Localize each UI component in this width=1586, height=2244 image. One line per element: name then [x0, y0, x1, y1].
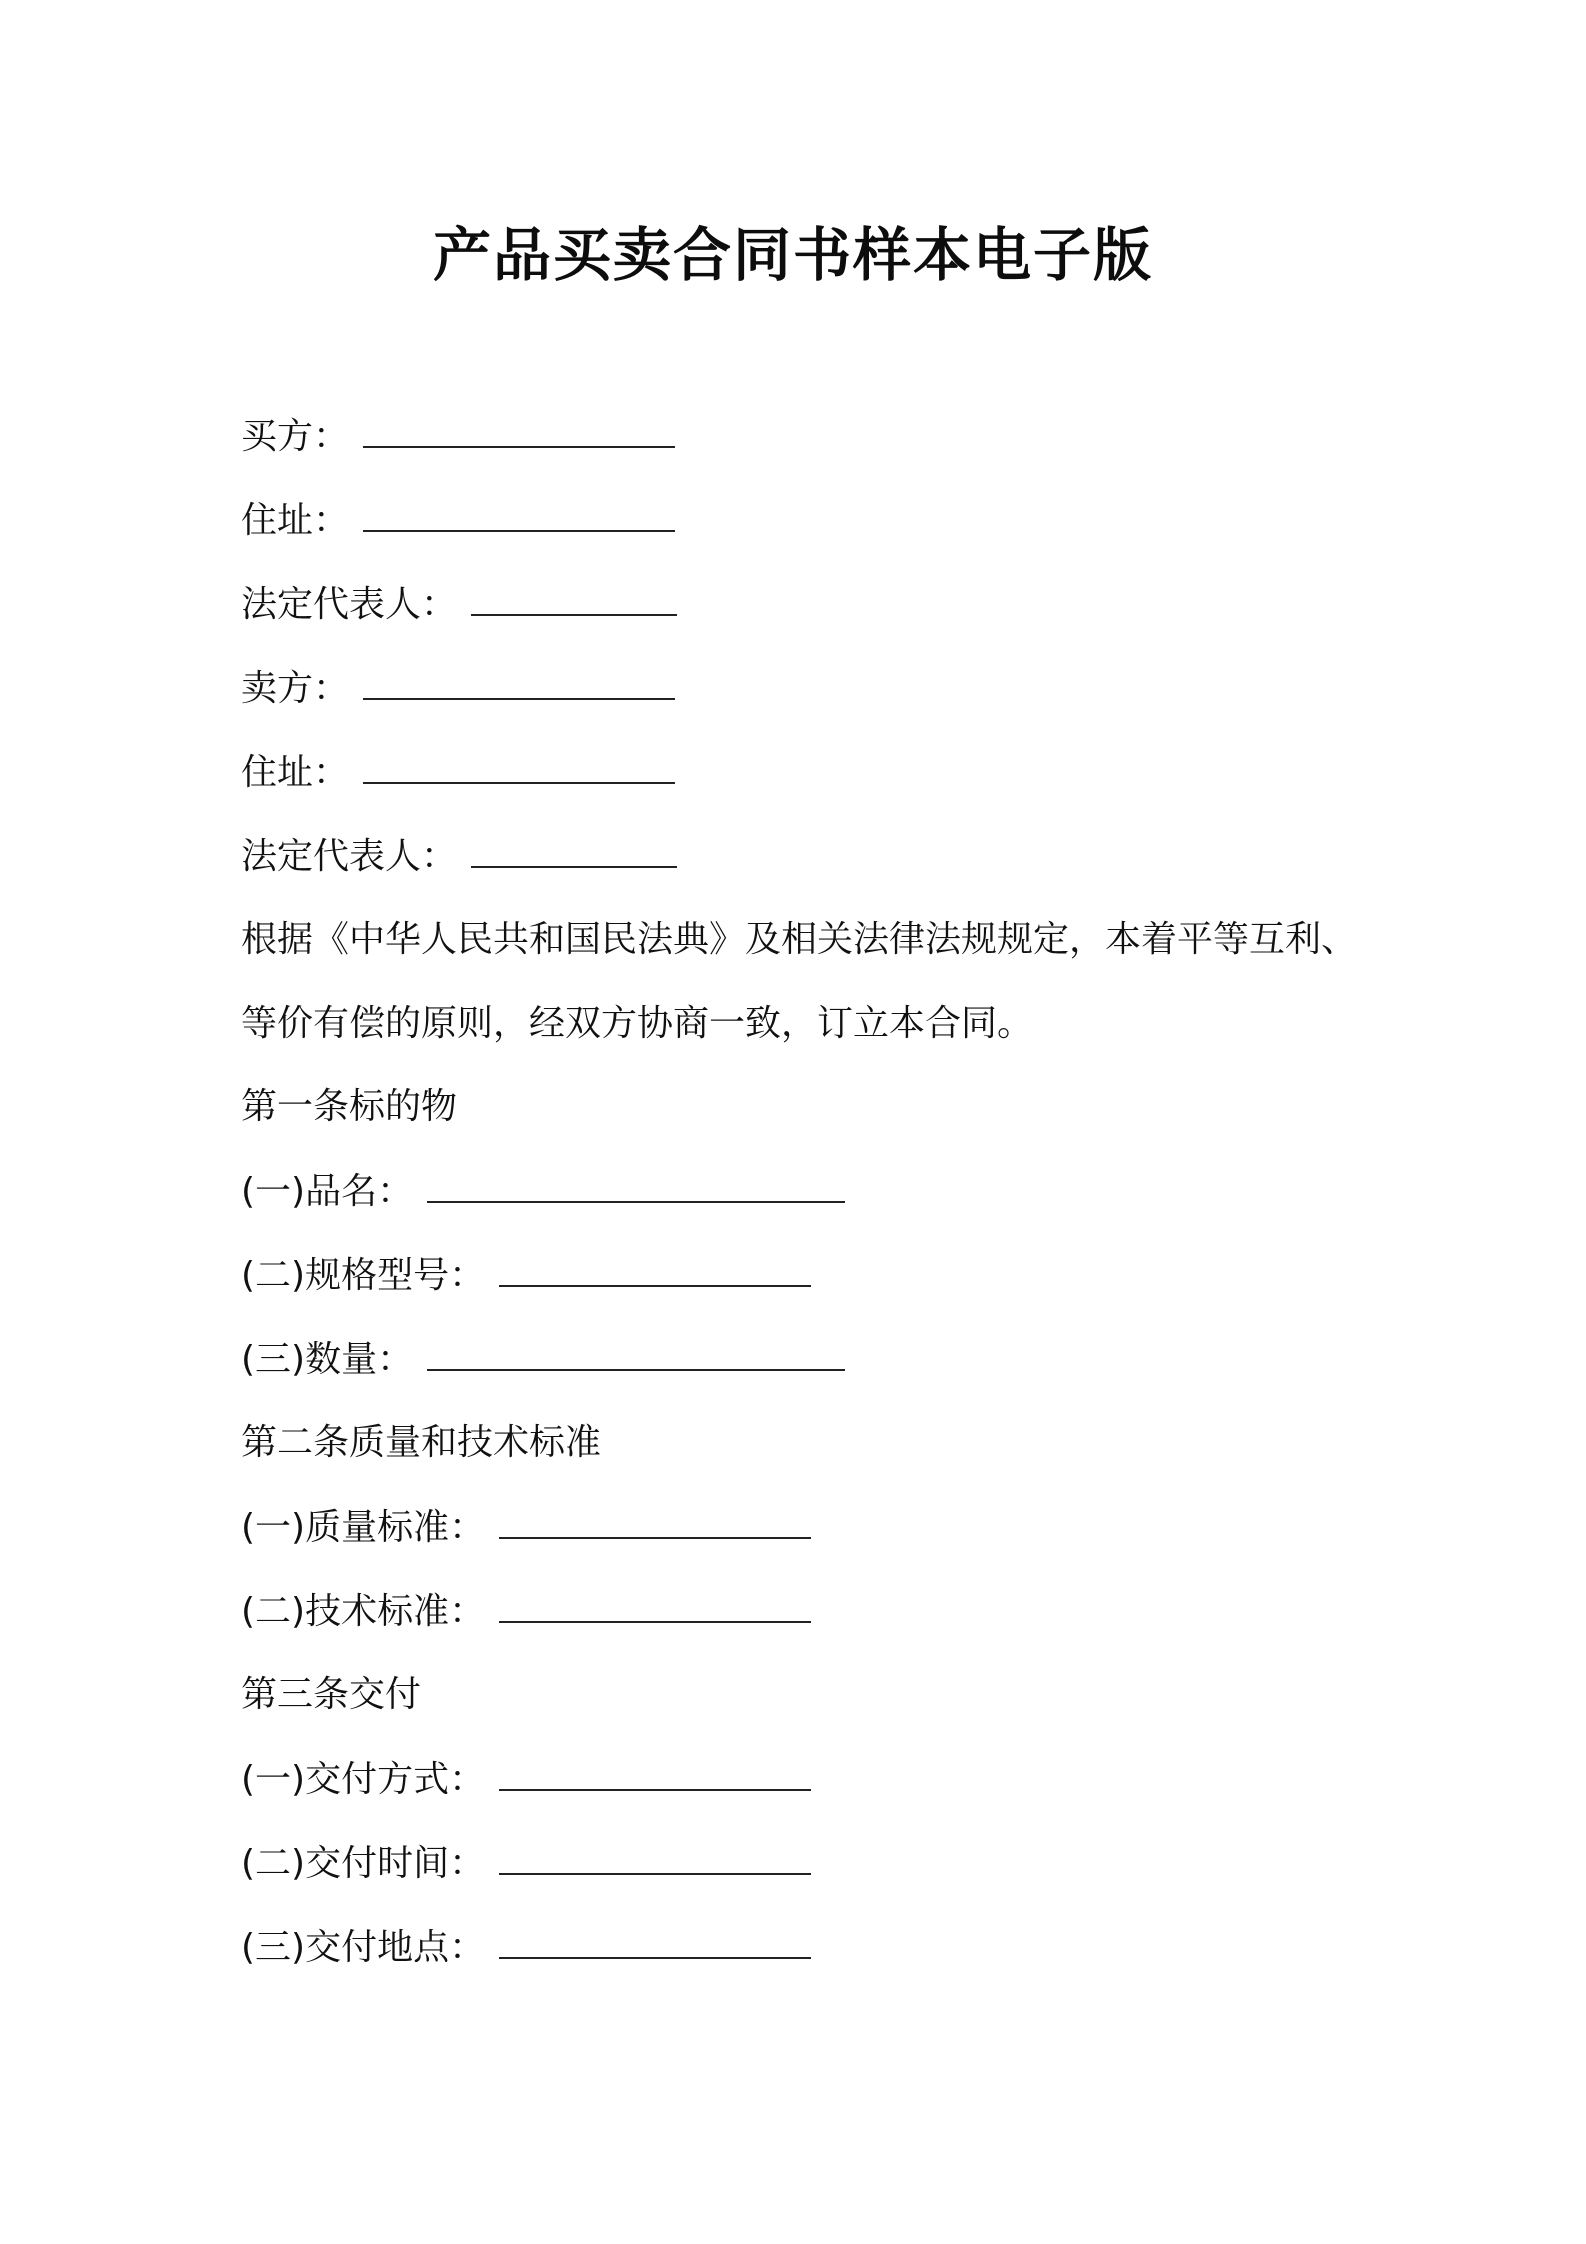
seller-rep-label: 法定代表人：: [241, 836, 458, 877]
buyer-address-label: 住址：: [241, 500, 350, 541]
tech-standard-label: (二)技术标准：: [241, 1591, 486, 1632]
seller-address-label: 住址：: [241, 752, 350, 793]
delivery-method-label: (一)交付方式：: [241, 1759, 486, 1800]
buyer-rep-blank: [471, 580, 677, 616]
quality-standard-label: (一)质量标准：: [241, 1507, 486, 1548]
article3-heading: 第三条交付: [241, 1674, 422, 1715]
article3-item3: [241, 1923, 811, 1972]
seller-address-blank: [363, 748, 675, 784]
page-title: 产品买卖合同书样本电子版: [432, 221, 1153, 289]
buyer-address-field: [241, 496, 675, 545]
article2-heading: 第二条质量和技术标准: [241, 1422, 602, 1463]
article3-item2: [241, 1839, 811, 1888]
seller-rep-field: [241, 832, 677, 881]
delivery-time-blank: [499, 1839, 811, 1875]
article3-item1: [241, 1755, 811, 1804]
seller-rep-blank: [471, 832, 677, 868]
quantity-label: (三)数量：: [241, 1339, 414, 1380]
buyer-address-blank: [363, 496, 675, 532]
article1-item2: [241, 1251, 811, 1300]
seller-label: 卖方：: [241, 668, 350, 709]
buyer-field: [241, 412, 675, 461]
product-name-label: (一)品名：: [241, 1171, 414, 1212]
delivery-time-label: (二)交付时间：: [241, 1843, 486, 1884]
buyer-rep-field: [241, 580, 677, 629]
quantity-blank: [427, 1335, 845, 1371]
preamble-line-1: 根据《中华人民共和国民法典》及相关法律法规规定，本着平等互利、: [241, 919, 1358, 960]
article2-item2: [241, 1587, 811, 1636]
spec-model-blank: [499, 1251, 811, 1287]
delivery-place-label: (三)交付地点：: [241, 1927, 486, 1968]
article1-item3: [241, 1335, 845, 1384]
tech-standard-blank: [499, 1587, 811, 1623]
article2-item1: [241, 1503, 811, 1552]
delivery-place-blank: [499, 1923, 811, 1959]
article1-heading: 第一条标的物: [241, 1086, 458, 1127]
spec-model-label: (二)规格型号：: [241, 1255, 486, 1296]
buyer-rep-label: 法定代表人：: [241, 584, 458, 625]
quality-standard-blank: [499, 1503, 811, 1539]
delivery-method-blank: [499, 1755, 811, 1791]
article1-item1: [241, 1167, 845, 1216]
buyer-label: 买方：: [241, 416, 350, 457]
product-name-blank: [427, 1167, 845, 1203]
seller-blank: [363, 664, 675, 700]
buyer-blank: [363, 412, 675, 448]
preamble-line-2: 等价有偿的原则，经双方协商一致，订立本合同。: [241, 1003, 1034, 1044]
seller-field: [241, 664, 675, 713]
seller-address-field: [241, 748, 675, 797]
